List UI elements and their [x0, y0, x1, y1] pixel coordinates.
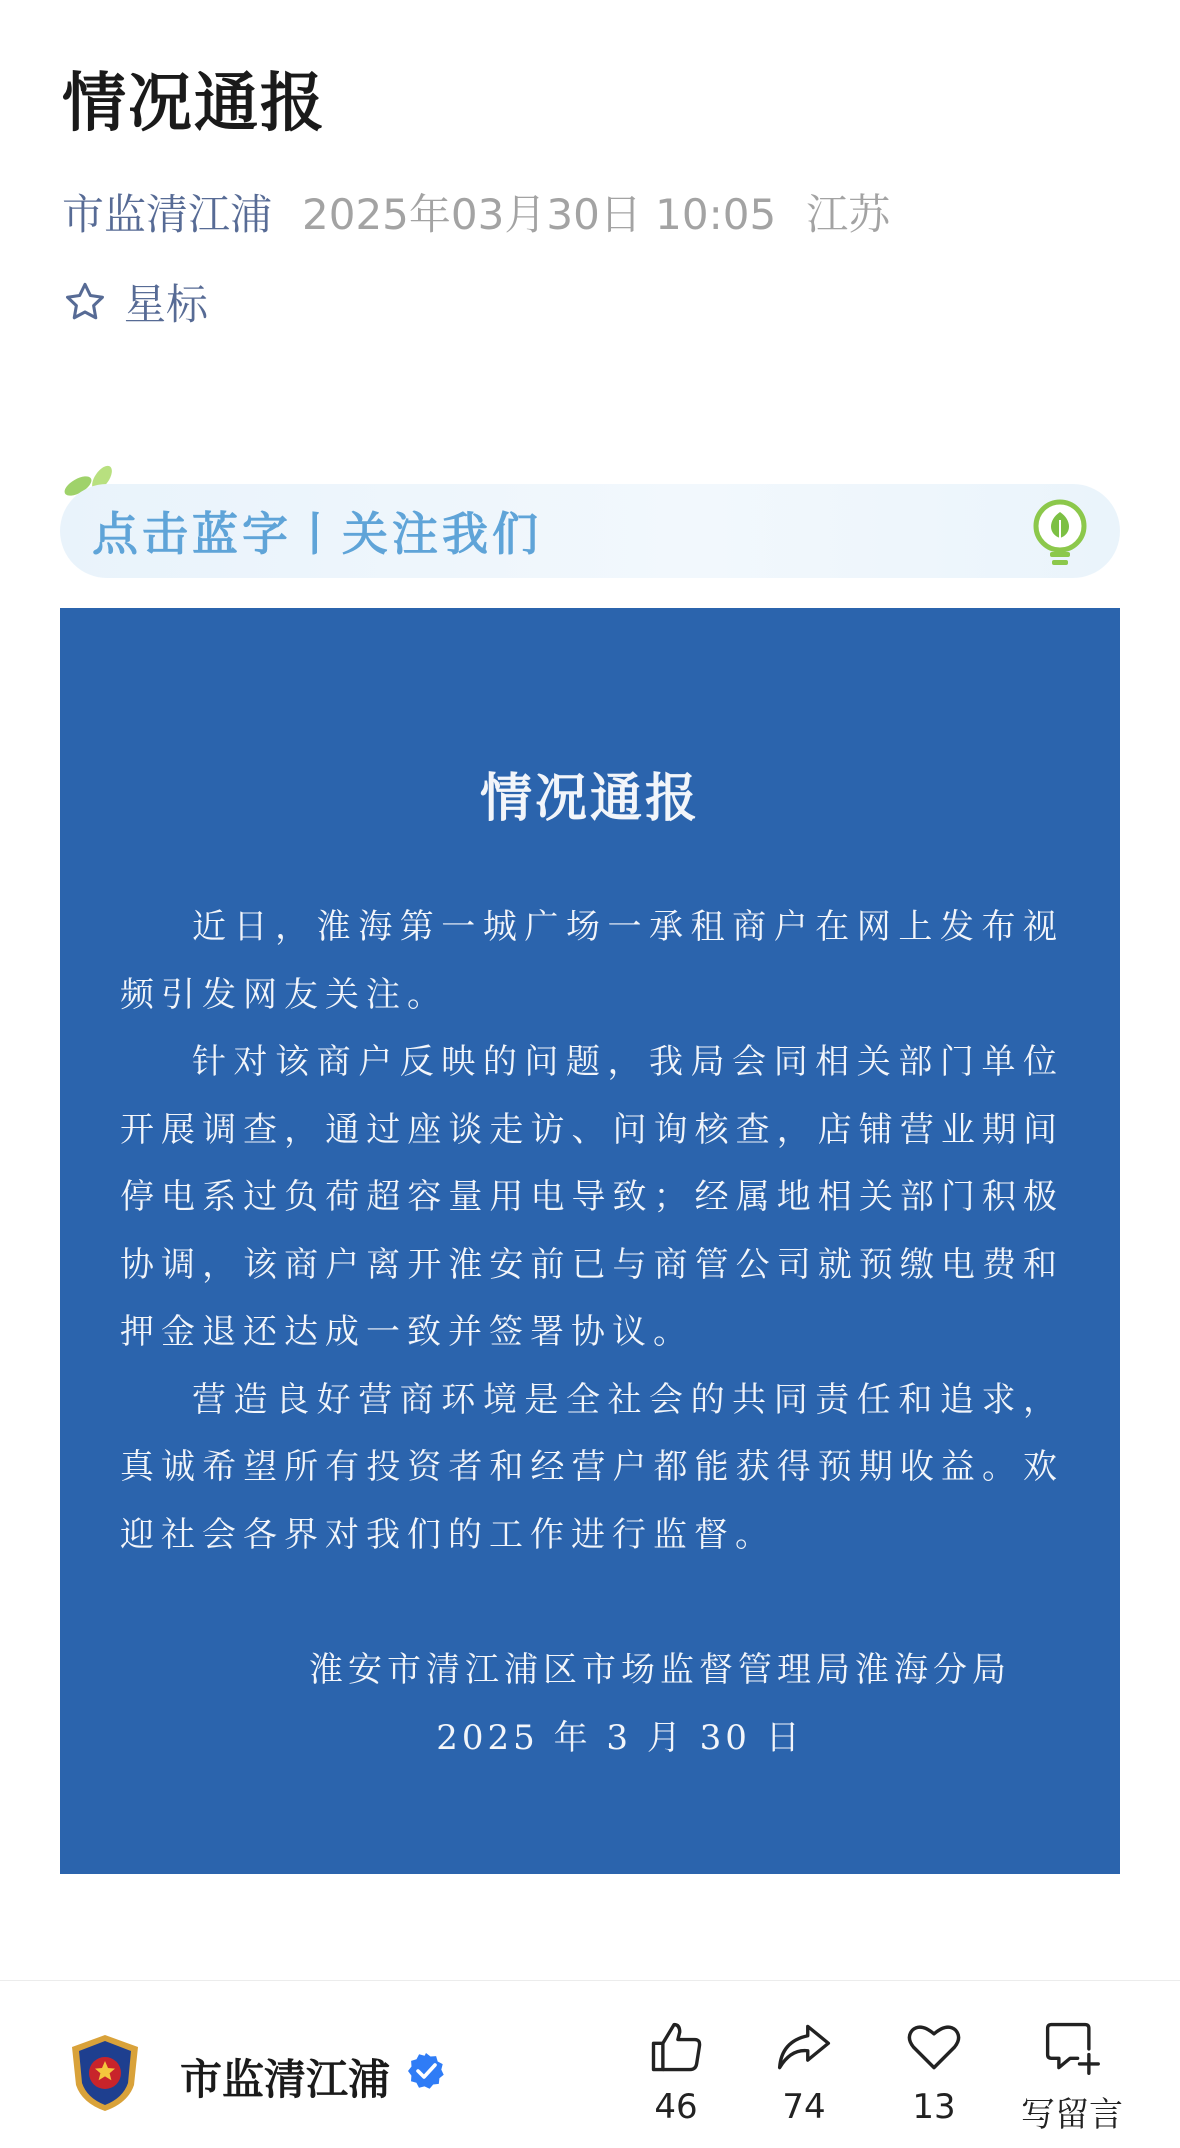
notice-paragraph: 营造良好营商环境是全社会的共同责任和追求，真诚希望所有投资者和经营户都能获得预期收益。欢迎社会各界对我们的工作进行监督。	[120, 1379, 1064, 1555]
write-comment-button[interactable]	[1002, 2017, 1142, 2136]
share-count: 74	[782, 2087, 826, 2127]
bottom-bar	[0, 1980, 1180, 2148]
write-comment-label: 写留言	[1021, 2095, 1123, 2135]
follow-banner[interactable]	[60, 484, 1120, 578]
star-label: 星标	[124, 280, 209, 329]
share-icon	[774, 2017, 834, 2077]
thumbs-up-icon	[646, 2017, 706, 2077]
like-button[interactable]	[616, 2017, 736, 2127]
article-meta	[62, 182, 890, 242]
notice-paragraph: 近日，淮海第一城广场一承租商户在网上发布视频引发网友关注。	[120, 907, 1064, 1015]
publish-location: 江苏	[806, 190, 891, 239]
notice-image	[60, 608, 1120, 1874]
account-name[interactable]: 市监清江浦	[180, 2055, 391, 2104]
star-icon	[62, 279, 108, 325]
star-button[interactable]	[62, 272, 208, 332]
like-count: 46	[654, 2087, 698, 2127]
publish-date: 2025年03月30日 10:05	[302, 190, 777, 239]
comment-plus-icon	[1042, 2017, 1102, 2077]
notice-title: 情况通报	[479, 768, 700, 829]
heart-icon	[904, 2017, 964, 2077]
favorite-button[interactable]	[874, 2017, 994, 2127]
notice-body	[120, 894, 1064, 1569]
verified-icon	[406, 2051, 446, 2091]
notice-sign-date: 2025 年 3 月 30 日	[436, 1718, 804, 1758]
author-link[interactable]: 市监清江浦	[62, 190, 273, 239]
account-avatar[interactable]	[68, 2033, 142, 2113]
follow-banner-text: 点击蓝字丨关注我们	[92, 507, 542, 561]
article-title: 情况通报	[62, 67, 326, 141]
notice-paragraph: 针对该商户反映的问题，我局会同相关部门单位开展调查，通过座谈走访、问询核查，店铺营业期间停电系过负荷超容量用电导致；经属地相关部门积极协调，该商户离开淮安前已与商管公司就预缴电费和押金退还达成一致并签署协议。	[120, 1042, 1064, 1352]
lightbulb-leaf-icon	[1024, 494, 1096, 570]
notice-signature: 淮安市清江浦区市场监督管理局淮海分局	[309, 1650, 1011, 1690]
share-button[interactable]	[744, 2017, 864, 2127]
favorite-count: 13	[912, 2087, 956, 2127]
